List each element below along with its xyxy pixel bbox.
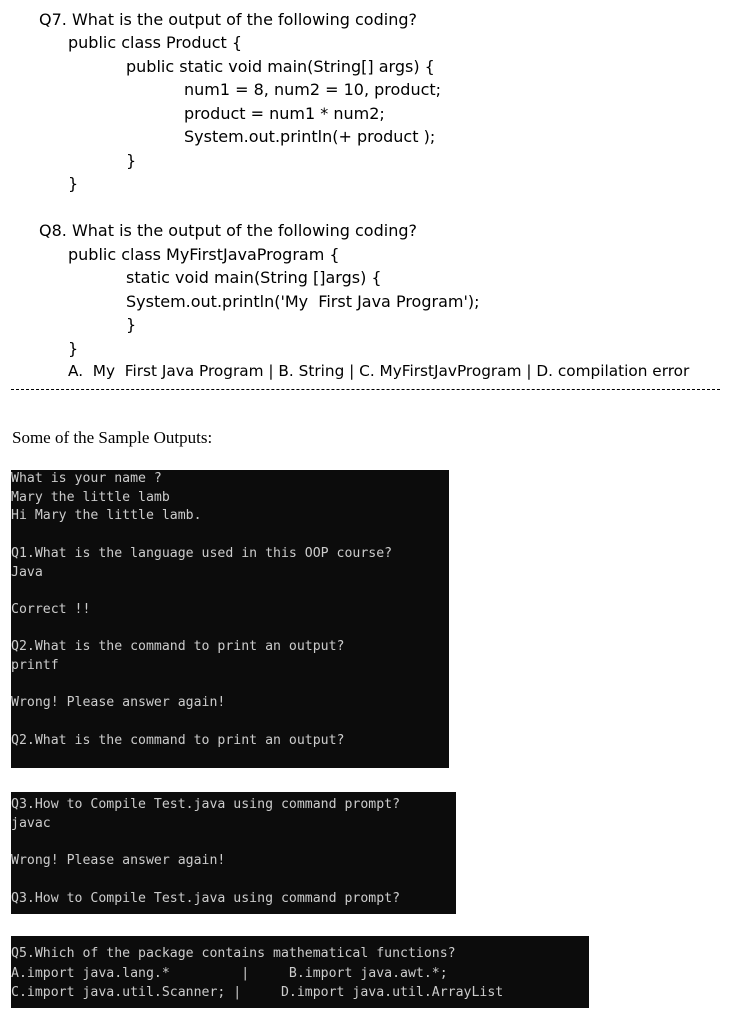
console-line: A.import java.lang.* | B.import java.awt.*; — [11, 965, 448, 981]
console-line: Hi Mary the little lamb. — [11, 508, 202, 524]
q8-code-line: } — [68, 339, 79, 358]
q7-code-line: public static void main(String[] args) { — [126, 57, 435, 76]
console-line: Mary the little lamb — [11, 489, 170, 505]
sample-outputs-heading: Some of the Sample Outputs: — [12, 428, 213, 447]
console-line: Wrong! Please answer again! — [11, 695, 226, 711]
q7-title: Q7. What is the output of the following coding? — [39, 10, 417, 29]
console-line: printf — [11, 658, 59, 673]
q7-code-line: } — [68, 174, 79, 193]
console-output-2 — [11, 792, 456, 914]
separator-dashed-line — [11, 389, 720, 390]
console-line: Q1.What is the language used in this OOP course? — [11, 545, 393, 561]
console-line: Wrong! Please answer again! — [11, 853, 226, 869]
console-line: Java — [11, 564, 43, 580]
q8-code-line: } — [126, 315, 137, 334]
console-line: C.import java.util.Scanner; | D.import java.util.ArrayList — [11, 985, 504, 1000]
q7-code-line: num1 = 8, num2 = 10, product; — [184, 80, 442, 99]
q7-code-line: product = num1 * num2; — [184, 104, 385, 123]
console-line: Correct !! — [11, 601, 91, 617]
q7-code-line: public class Product { — [68, 33, 243, 52]
q8-code-line: static void main(String []args) { — [126, 268, 382, 287]
q8-title: Q8. What is the output of the following coding? — [39, 221, 417, 240]
q8-options: A. My First Java Program | B. String | C. MyFirstJavProgram | D. compilation error — [68, 362, 690, 380]
console-output-3 — [11, 936, 589, 1008]
console-line: Q3.How to Compile Test.java using command prompt? — [11, 797, 401, 812]
console-line: What is your name ? — [11, 471, 162, 486]
q8-code-line: System.out.println('My First Java Program'); — [126, 292, 480, 311]
q8-code-line: public class MyFirstJavaProgram { — [68, 245, 340, 264]
console-line: javac — [11, 815, 51, 831]
q7-code-line: } — [126, 151, 137, 170]
console-line: Q3.How to Compile Test.java using command prompt? — [11, 890, 401, 906]
console-line: Q2.What is the command to print an output? — [11, 639, 345, 655]
console-output-1 — [11, 470, 449, 768]
console-line: Q5.Which of the package contains mathematical functions? — [11, 946, 456, 961]
console-line: Q2.What is the command to print an output? — [11, 732, 345, 748]
q7-code-line: System.out.println(+ product ); — [184, 127, 436, 146]
